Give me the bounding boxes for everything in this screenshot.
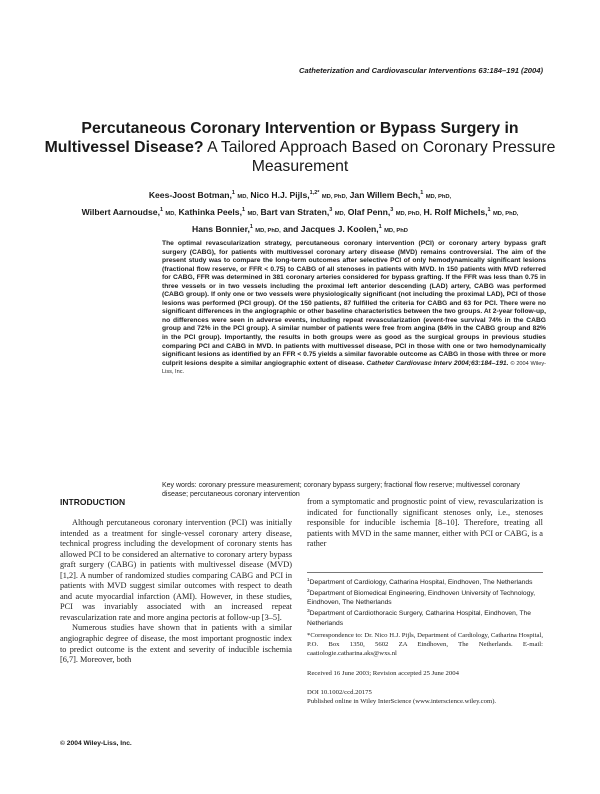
affiliation: $^3$Department of Cardiothoracic Surgery, Catharina Hospital, Eindhoven, The Netherlands: [307, 609, 531, 627]
author: Hans Bonnier,$^1$ MD, PhD,: [192, 224, 281, 235]
intro-right-column: [307, 497, 543, 550]
publication-line: Published online in Wiley InterScience (www.interscience.wiley.com).: [307, 698, 497, 705]
intro-left-column: [60, 518, 292, 666]
title-subtitle: A Tailored Approach Based on Coronary Pressure Measurement: [203, 139, 556, 175]
intro-paragraph: Although percutaneous coronary intervention (PCI) was initially intended as a treatment for single-vessel coronary artery disease, technical progress including the development of coronary stents has allowed PCI to be considered an alternative to coronary artery bypass graft surgery (CABG) in patients with multivessel disease (MVD) [1,2]. A number of randomized studies comparing CABG and PCI in patients with MVD suggest similar outcomes with respect to death and acute myocardial infarction (AMI). However, in these studies, PCI was invariably associated with an increased repeat revascularization rate and more angina pectoris at follow-up [3–5].: [60, 518, 292, 622]
intro-continuation: from a symptomatic and prognostic point of view, revascularization is indicated for functionally significant stenoses only, i.e., stenoses responsible for inducible ischemia [8–10]. Therefore, treating all patients with MVD in the same manner, either with PCI or CABG, is a rather: [307, 497, 543, 549]
abstract-copyright: © 2004 Wiley-Liss, Inc.: [162, 360, 546, 376]
author: Olaf Penn,$^3$ MD, PhD,: [347, 207, 422, 218]
title-main: Percutaneous Coronary Intervention or Bypass Surgery in Multivessel Disease?: [44, 120, 519, 156]
author: Wilbert Aarnoudse,$^1$ MD,: [81, 207, 177, 218]
abstract-citation: Catheter Cardiovasc Interv 2004;63:184–191.: [366, 359, 509, 367]
abstract: [162, 240, 546, 377]
footnote-divider: [307, 572, 543, 573]
affiliations: [307, 576, 543, 628]
author: Bart van Straten,$^3$ MD,: [260, 207, 346, 218]
author-list: [56, 187, 544, 239]
article-title: [40, 119, 560, 176]
footer-copyright: © 2004 Wiley-Liss, Inc.: [60, 740, 132, 747]
author: H. Rolf Michels,$^1$ MD, PhD,: [423, 207, 519, 218]
doi-line: DOI 10.1002/ccd.20175: [307, 689, 372, 696]
abstract-text: The optimal revascularization strategy, percutaneous coronary intervention (PCI) or coronary artery bypass graft surgery (CABG), for patients with multivessel coronary artery disease (MVD) remains controversial. The aim of the present study was to compare the long-term outcomes after selective PCI of only hemodynamically significant lesions (fractional flow reserve, or FFR < 0.75) to CABG of all stenoses in patients with MVD. In 150 patients with MVD referred for CABG, FFR was determined in 381 coronary arteries considered for bypass grafting. If the FFR was less than 0.75 in three vessels or in two vessels including the proximal left anterior descending (LAD) artery, CABG was performed (CABG group). If only one or two vessels were physiologically significant (not including the proximal LAD), PCI of those lesions was performed (PCI group). Of the 150 patients, 87 fulfilled the criteria for CABG and 63 for PCI. There were no significant differences in the angiographic or other baseline characteristics between the two groups. At 2-year follow-up, no differences were seen in adverse events, including repeat revascularization (event-free survival 74% in the CABG group and 72% in the PCI group). A similar number of patients were free from angina (84% in the CABG group and 82% in the PCI group). Importantly, the results in both groups were as good as the surgical groups in previous studies comparing PCI and CABG in MVD. In patients with multivessel disease, PCI in those with one or two hemodynamically significant lesions as identified by an FFR < 0.75 yields a similar favorable outcome as CABG in those with three or more culprit lesions despite a similar angiographic extent of disease.: [162, 240, 546, 367]
author: and Jacques J. Koolen,$^1$ MD, PhD: [283, 224, 408, 235]
author: Kathinka Peels,$^1$ MD,: [178, 207, 259, 218]
journal-header: Catheterization and Cardiovascular Interventions 63:184–191 (2004): [299, 66, 543, 75]
keywords: Key words: coronary pressure measurement; coronary bypass surgery; fractional flow reserve; multivessel coronary disease; percutaneous coronary intervention: [162, 482, 520, 499]
correspondence-note: *Correspondence to: Dr. Nico H.J. Pijls, Department of Cardiology, Catharina Hospital, P.O. Box 1350, 5602 ZA Eindhoven, The Netherlands. E-mail: caatiologie.catharina.aks@wxs.nl: [307, 632, 543, 657]
doi-info: [307, 688, 543, 706]
received-dates: Received 16 June 2003; Revision accepted 25 June 2004: [307, 670, 459, 677]
intro-paragraph: Numerous studies have shown that in patients with a similar angiographic degree of disease, the most important prognostic index to predict outcome is the extent and severity of inducible ischemia [6,7]. Moreover, both: [60, 623, 292, 665]
affiliation: $^1$Department of Cardiology, Catharina Hospital, Eindhoven, The Netherlands: [307, 578, 533, 587]
affiliation: $^2$Department of Biomedical Engineering, Eindhoven University of Technology, Eindhoven, The Netherlands: [307, 589, 536, 607]
author: Jan Willem Bech,$^1$ MD, PhD,: [349, 189, 452, 200]
author: Nico H.J. Pijls,$^{1,2*}$ MD, PhD,: [250, 189, 348, 200]
author: Kees-Joost Botman,$^1$ MD,: [148, 189, 248, 200]
section-heading-introduction: INTRODUCTION: [60, 497, 126, 507]
